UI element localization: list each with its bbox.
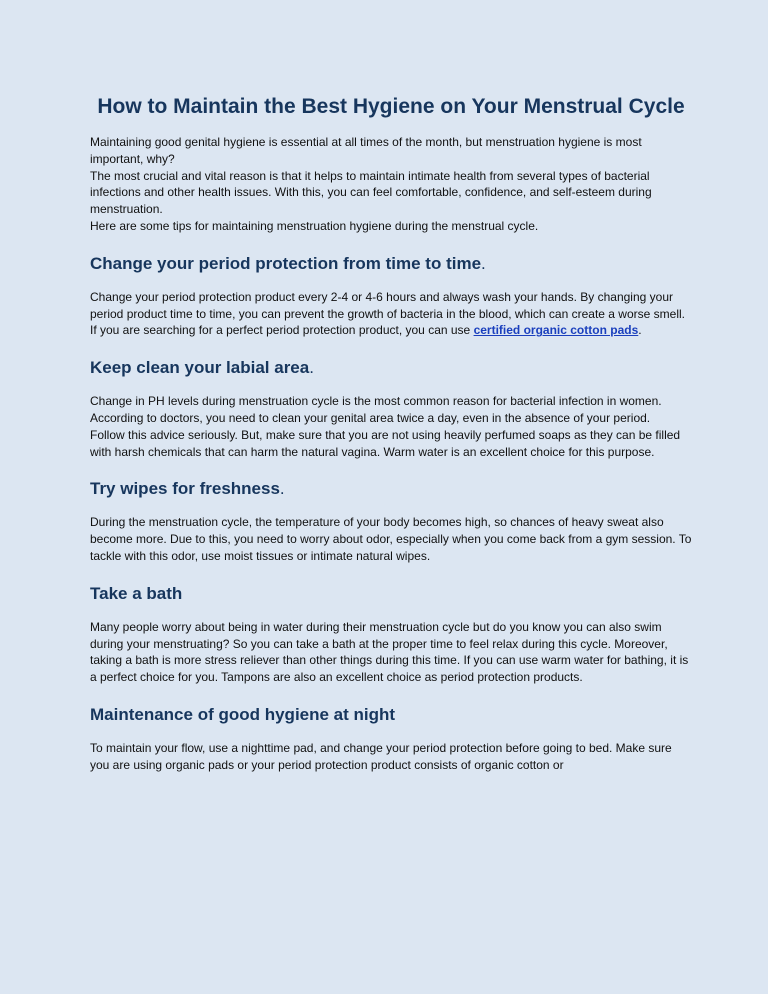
section-heading: Take a bath: [90, 583, 183, 603]
organic-cotton-pads-link[interactable]: certified organic cotton pads: [473, 323, 639, 338]
intro-paragraph: Maintaining good genital hygiene is essential at all times of the month, but menstruation hygiene is most important, why?: [90, 135, 642, 166]
section-heading: Keep clean your labial area.: [90, 358, 314, 378]
section-change-protection: [90, 253, 692, 339]
section-paragraph: During the menstruation cycle, the temperature of your body becomes high, so chances of heavy sweat also become more. Due to this, you need to worry about odor, especially when you come back from a gym session. To tackle with this odor, use moist tissues or intimate natural wipes.: [90, 515, 692, 563]
intro-paragraph: Here are some tips for maintaining menstruation hygiene during the menstrual cycle.: [90, 218, 539, 233]
section-labial-area: [90, 357, 692, 460]
section-heading: Maintenance of good hygiene at night: [90, 704, 396, 724]
section-night-hygiene: [90, 704, 692, 774]
section-heading: Change your period protection from time to time.: [90, 253, 486, 273]
page-title: How to Maintain the Best Hygiene on Your Menstrual Cycle: [97, 95, 685, 118]
intro-paragraph: The most crucial and vital reason is that it helps to maintain intimate health from several types of bacterial infections and other health issues. With this, you can feel comfortable, confidence, and self-esteem during menstruation.: [90, 168, 652, 217]
section-bath: [90, 583, 692, 686]
intro-section: [90, 134, 692, 235]
section-heading: Try wipes for freshness.: [90, 479, 285, 499]
section-paragraph: Change your period protection product every 2-4 or 4-6 hours and always wash your hands. By changing your period product time to time, you can prevent the growth of bacteria in the blood, which can create a worse smell.: [90, 289, 685, 321]
section-paragraph: Change in PH levels during menstruation cycle is the most common reason for bacterial infection in women. According to doctors, you need to clean your genital area twice a day, even in the absence of your period.: [90, 394, 662, 425]
section-paragraph-with-link: If you are searching for a perfect period protection product, you can use certified organic cotton pads.: [90, 323, 642, 338]
section-paragraph: To maintain your flow, use a nighttime pad, and change your period protection before going to bed. Make sure you are using organic pads or your period protection product consists of organic cotton or: [90, 740, 672, 772]
section-paragraph: Follow this advice seriously. But, make sure that you are not using heavily perfumed soaps as they can be filled with harsh chemicals that can harm the natural vagina. Warm water is an excellent choice for this purpose.: [90, 427, 681, 459]
section-paragraph: Many people worry about being in water during their menstruation cycle but do you know you can also swim during your menstruating? So you can take a bath at the proper time to feel relax during this cycle. Moreover, taking a bath is more stress reliever than other things during this time. If you can use warm water for bathing, it is a perfect choice for you. Tampons are also an excellent choice as period protection products.: [90, 619, 689, 685]
section-wipes: [90, 478, 692, 564]
